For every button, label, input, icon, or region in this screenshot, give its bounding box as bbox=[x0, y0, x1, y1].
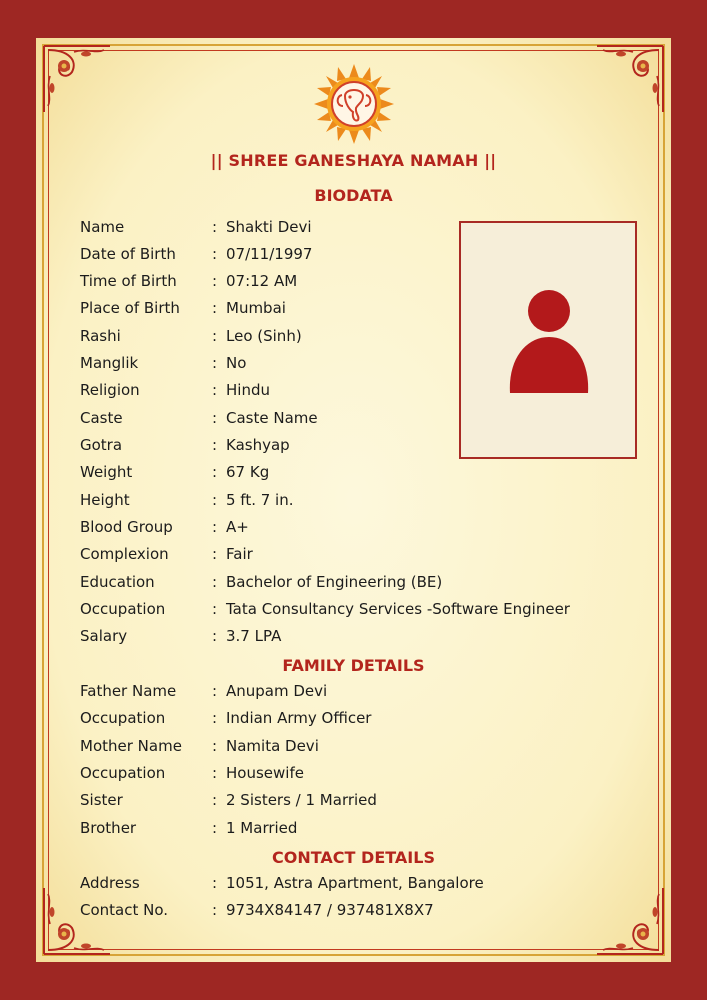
field-value: Indian Army Officer bbox=[226, 709, 372, 727]
field-label: Place of Birth bbox=[80, 299, 180, 317]
separator: : bbox=[212, 218, 218, 236]
field-value: 1051, Astra Apartment, Bangalore bbox=[226, 874, 484, 892]
field-label: Religion bbox=[80, 381, 140, 399]
field-value: 07/11/1997 bbox=[226, 245, 313, 263]
ganesha-emblem-icon bbox=[312, 62, 396, 146]
separator: : bbox=[212, 299, 218, 317]
floral-corner-icon bbox=[591, 882, 669, 960]
separator: : bbox=[212, 436, 218, 454]
field-value: Namita Devi bbox=[226, 737, 319, 755]
separator: : bbox=[212, 627, 218, 645]
field-value: No bbox=[226, 354, 247, 372]
photo-placeholder bbox=[459, 221, 637, 459]
field-label: Father Name bbox=[80, 682, 177, 700]
field-value: Housewife bbox=[226, 764, 304, 782]
separator: : bbox=[212, 545, 218, 563]
field-value: Shakti Devi bbox=[226, 218, 312, 236]
field-value: Hindu bbox=[226, 381, 270, 399]
family-section-title: FAMILY DETAILS bbox=[282, 656, 425, 675]
field-value: Mumbai bbox=[226, 299, 286, 317]
separator: : bbox=[212, 874, 218, 892]
separator: : bbox=[212, 737, 218, 755]
field-label: Complexion bbox=[80, 545, 169, 563]
separator: : bbox=[212, 819, 218, 837]
floral-corner-icon bbox=[38, 40, 116, 118]
field-value: Caste Name bbox=[226, 409, 318, 427]
field-value: Fair bbox=[226, 545, 253, 563]
field-value: Anupam Devi bbox=[226, 682, 328, 700]
field-value: 2 Sisters / 1 Married bbox=[226, 791, 377, 809]
field-label: Manglik bbox=[80, 354, 139, 372]
separator: : bbox=[212, 600, 218, 618]
floral-corner-icon bbox=[591, 40, 669, 118]
field-value: 3.7 LPA bbox=[226, 627, 282, 645]
person-placeholder-icon bbox=[508, 289, 590, 393]
separator: : bbox=[212, 518, 218, 536]
field-label: Date of Birth bbox=[80, 245, 176, 263]
field-value: 1 Married bbox=[226, 819, 298, 837]
separator: : bbox=[212, 764, 218, 782]
field-value: Tata Consultancy Services -Software Engineer bbox=[226, 600, 570, 618]
separator: : bbox=[212, 245, 218, 263]
floral-corner-icon bbox=[38, 882, 116, 960]
field-value: 5 ft. 7 in. bbox=[226, 491, 294, 509]
field-label: Occupation bbox=[80, 764, 166, 782]
contact-section-title: CONTACT DETAILS bbox=[272, 848, 435, 867]
field-value: Bachelor of Engineering (BE) bbox=[226, 573, 443, 591]
field-label: Name bbox=[80, 218, 125, 236]
separator: : bbox=[212, 682, 218, 700]
field-label: Contact No. bbox=[80, 901, 169, 919]
separator: : bbox=[212, 272, 218, 290]
field-value: Leo (Sinh) bbox=[226, 327, 302, 345]
separator: : bbox=[212, 709, 218, 727]
separator: : bbox=[212, 354, 218, 372]
field-label: Mother Name bbox=[80, 737, 182, 755]
field-value: A+ bbox=[226, 518, 249, 536]
field-label: Height bbox=[80, 491, 130, 509]
field-label: Weight bbox=[80, 463, 133, 481]
field-label: Brother bbox=[80, 819, 137, 837]
field-value: 07:12 AM bbox=[226, 272, 298, 290]
separator: : bbox=[212, 901, 218, 919]
invocation-heading: || SHREE GANESHAYA NAMAH || bbox=[210, 151, 497, 170]
biodata-card bbox=[36, 38, 671, 962]
separator: : bbox=[212, 791, 218, 809]
field-value: Kashyap bbox=[226, 436, 290, 454]
separator: : bbox=[212, 409, 218, 427]
separator: : bbox=[212, 491, 218, 509]
field-value: 9734X84147 / 937481X8X7 bbox=[226, 901, 434, 919]
separator: : bbox=[212, 327, 218, 345]
field-value: 67 Kg bbox=[226, 463, 270, 481]
field-label: Address bbox=[80, 874, 140, 892]
field-label: Occupation bbox=[80, 600, 166, 618]
separator: : bbox=[212, 381, 218, 399]
field-label: Rashi bbox=[80, 327, 121, 345]
page-title: BIODATA bbox=[314, 186, 393, 205]
field-label: Blood Group bbox=[80, 518, 173, 536]
separator: : bbox=[212, 463, 218, 481]
field-label: Caste bbox=[80, 409, 123, 427]
field-label: Occupation bbox=[80, 709, 166, 727]
field-label: Gotra bbox=[80, 436, 123, 454]
field-label: Time of Birth bbox=[80, 272, 177, 290]
separator: : bbox=[212, 573, 218, 591]
field-label: Salary bbox=[80, 627, 128, 645]
field-label: Sister bbox=[80, 791, 123, 809]
field-label: Education bbox=[80, 573, 155, 591]
